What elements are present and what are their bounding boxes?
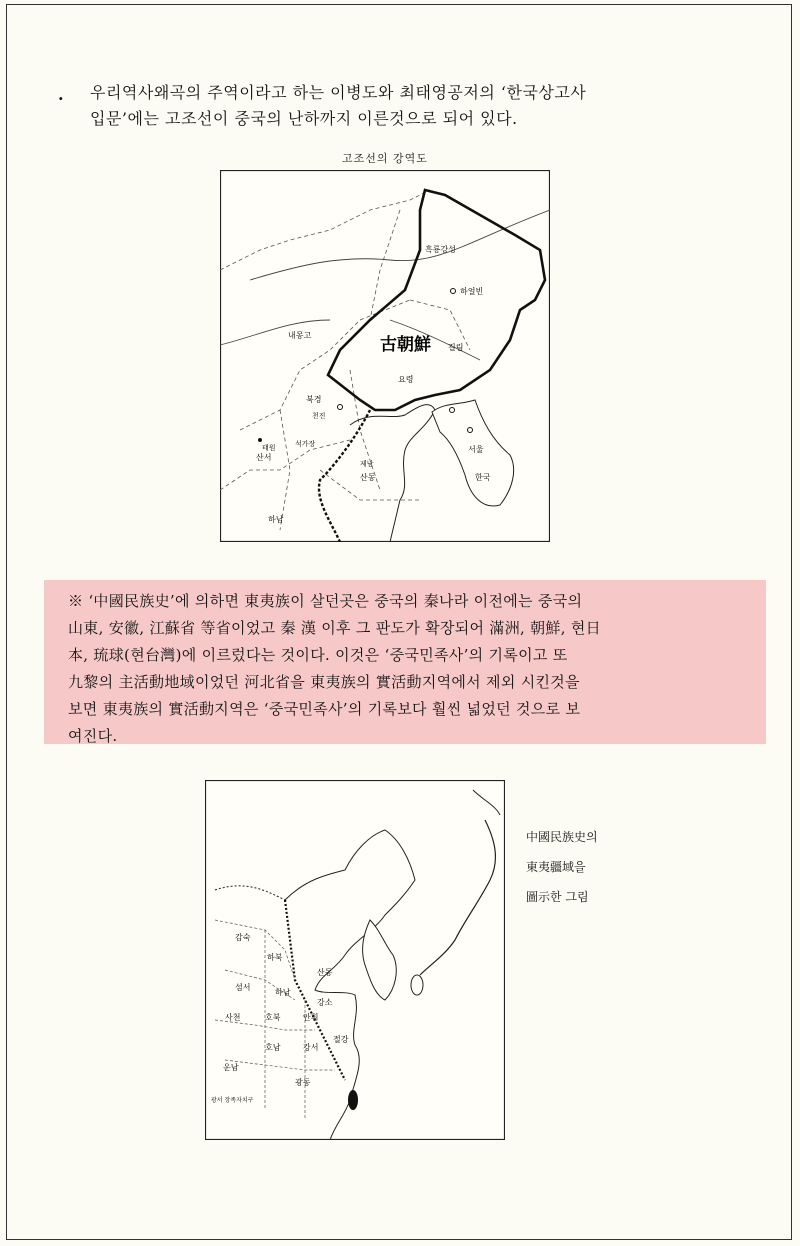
intro-line-1: 우리역사왜곡의 주역이라고 하는 이병도와 최태영공저의 ‘한국상고사 [90,83,587,102]
map2-caption-line-1: 中國民族史의 [526,830,598,844]
map2-side-caption [526,822,598,912]
map1-label-tianjin: 천진 [312,412,326,420]
map1-label-beijing: 북경 [306,395,322,404]
note-line-5: 보면 東夷族의 實活動지역은 ‘중국민족사’의 기록보다 훨씬 넓었던 것으로 보 [68,700,581,718]
map2-caption-line-3: 圖示한 그림 [526,890,589,904]
map2-label-hebei: 하북 [267,953,283,962]
map1-caption: 고조선의 강역도 [342,152,428,165]
map1-label-henan: 하남 [268,515,284,524]
note-highlight-box [44,580,766,744]
map1-label-neimenggu: 내몽고 [288,331,312,340]
map2-label-guangxi: 광서 장족자치구 [211,1097,254,1104]
map1-label-liaoning: 요령 [398,375,414,384]
map2-label-guangdong: 광동 [295,1078,311,1087]
note-line-3: 本, 琉球(현台灣)에 이르렀다는 것이다. 이것은 ‘중국민족사’의 기록이고 또 [68,646,568,664]
map1-title-gojoseon: 古朝鮮 [380,335,431,355]
map2-label-henan: 하남 [275,988,291,997]
map1-label-jinan: 제남 [360,460,374,468]
gojoseon-territory-map [220,170,550,542]
map2-label-zhejiang: 절강 [333,1035,349,1044]
map1-label-heilongjiang: 흑룡강성 [425,245,456,254]
map2-label-sichuan: 사천 [225,1013,241,1022]
intro-line-2: 입문’에는 고조선이 중국의 난하까지 이른것으로 되어 있다. [90,109,518,128]
map2-caption-line-2: 東夷疆域을 [526,860,586,874]
map2-label-jiangsu: 강소 [317,998,333,1007]
map2-label-yunnan: 운남 [223,1063,239,1072]
map2-label-hubei: 호북 [265,1013,281,1022]
map2-label-hunan: 호남 [265,1043,281,1052]
map1-label-korea: 한국 [475,473,491,482]
map2-label-anhui: 안휘 [303,1013,319,1022]
map2-label-jiangxi: 강서 [303,1043,319,1052]
map1-label-shanxi: 산서 [256,453,272,462]
map2-frame [206,781,505,1140]
map1-label-shandong: 산동 [360,473,376,482]
note-line-6: 여진다. [68,727,118,745]
note-line-1: ※ ‘中國民族史’에 의하면 東夷族이 살던곳은 중국의 秦나라 이전에는 중국의 [68,592,583,610]
map2-label-shandong: 산동 [317,968,333,977]
intro-paragraph [58,80,758,132]
map1-label-jilin: 길림 [448,343,464,352]
dongyi-territory-map [205,780,505,1140]
map1-label-seoul: 서울 [468,445,484,454]
map2-label-gansu: 감숙 [235,933,251,942]
map2-taiwan [348,1090,358,1110]
intro-bullet: . [58,85,65,104]
map2-label-shaanxi: 섬서 [235,983,251,992]
map1-city-taiyuan [258,438,262,442]
map1-label-harbin: 하얼빈 [460,287,484,296]
note-line-2: 山東, 安徽, 江蘇省 等省이었고 秦 漢 이후 그 판도가 확장되어 滿洲, 朝鮮, 현日 [68,619,601,637]
note-line-4: 九黎의 主活動地域이었던 河北省을 東夷族의 實活動지역에서 제외 시킨것을 [68,673,580,691]
map1-label-shijiazhuang: 석가장 [295,440,316,448]
map1-label-taiyuan: 태원 [262,444,276,452]
